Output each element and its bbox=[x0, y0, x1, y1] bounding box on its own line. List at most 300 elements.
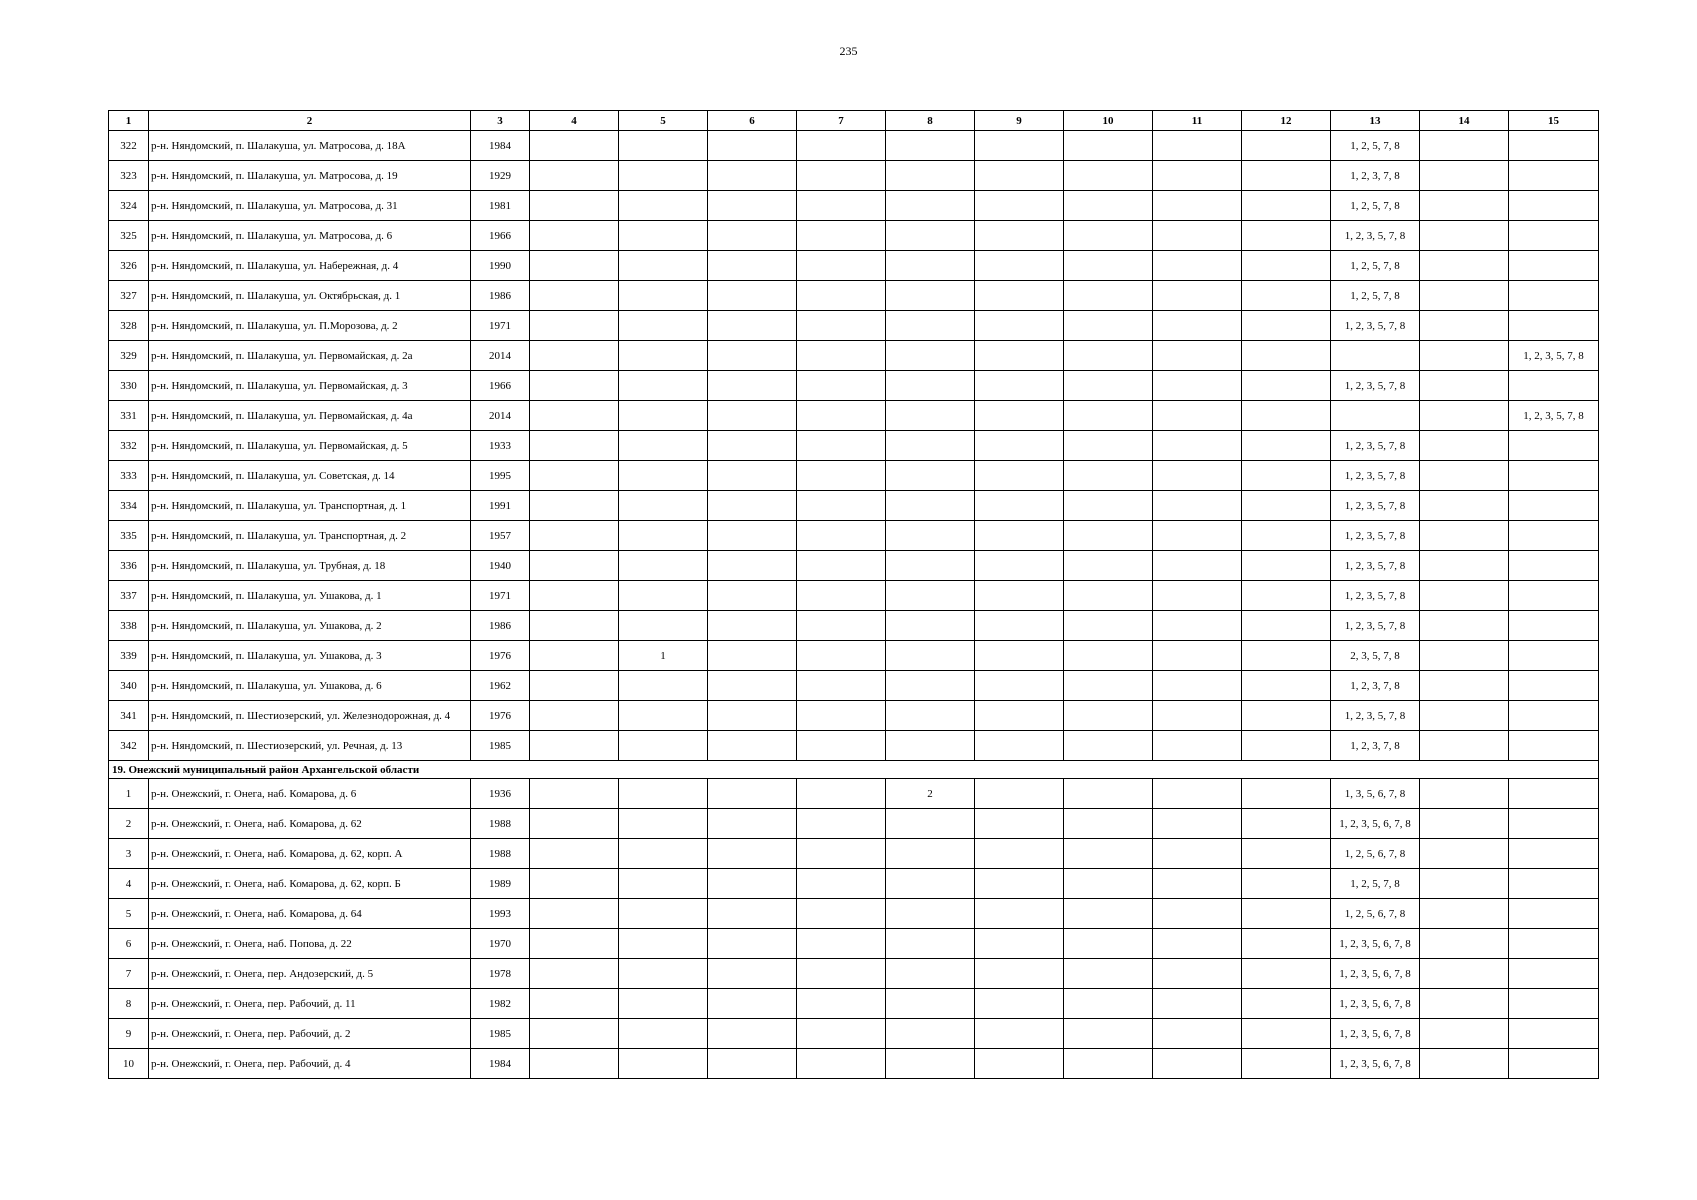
year-cell: 1981 bbox=[471, 191, 530, 221]
table-cell bbox=[708, 929, 797, 959]
table-cell bbox=[1153, 701, 1242, 731]
table-cell bbox=[1064, 281, 1153, 311]
address-cell: р-н. Онежский, г. Онега, пер. Андозерский, д. 5 bbox=[149, 959, 471, 989]
table-cell bbox=[619, 401, 708, 431]
address-cell: р-н. Няндомский, п. Шалакуша, ул. П.Морозова, д. 2 bbox=[149, 311, 471, 341]
row-number-cell: 322 bbox=[109, 131, 149, 161]
table-cell bbox=[886, 371, 975, 401]
table-cell bbox=[619, 431, 708, 461]
table-cell bbox=[1242, 1019, 1331, 1049]
table-cell bbox=[619, 341, 708, 371]
table-cell bbox=[530, 221, 619, 251]
table-cell bbox=[708, 251, 797, 281]
table-cell bbox=[1509, 1049, 1599, 1079]
table-cell: 1, 2, 5, 7, 8 bbox=[1331, 251, 1420, 281]
table-cell bbox=[1064, 1019, 1153, 1049]
year-cell: 1984 bbox=[471, 131, 530, 161]
table-cell bbox=[619, 581, 708, 611]
table-cell bbox=[1064, 161, 1153, 191]
table-cell: 2, 3, 5, 7, 8 bbox=[1331, 641, 1420, 671]
table-cell bbox=[886, 701, 975, 731]
table-cell bbox=[1064, 251, 1153, 281]
table-cell bbox=[530, 1019, 619, 1049]
table-cell bbox=[1420, 281, 1509, 311]
year-cell: 1986 bbox=[471, 281, 530, 311]
table-cell bbox=[886, 731, 975, 761]
table-cell bbox=[530, 161, 619, 191]
row-number-cell: 323 bbox=[109, 161, 149, 191]
table-cell bbox=[708, 131, 797, 161]
table-cell bbox=[1153, 611, 1242, 641]
year-cell: 2014 bbox=[471, 341, 530, 371]
table-cell bbox=[1153, 191, 1242, 221]
table-cell bbox=[1509, 989, 1599, 1019]
table-cell bbox=[1153, 809, 1242, 839]
table-cell bbox=[797, 491, 886, 521]
table-cell bbox=[708, 701, 797, 731]
table-cell bbox=[975, 959, 1064, 989]
table-cell: 1, 2, 3, 5, 7, 8 bbox=[1509, 401, 1599, 431]
table-cell bbox=[1420, 371, 1509, 401]
table-row bbox=[109, 281, 1599, 311]
column-header-13: 13 bbox=[1331, 111, 1420, 131]
table-cell bbox=[708, 461, 797, 491]
table-cell: 1, 2, 5, 6, 7, 8 bbox=[1331, 839, 1420, 869]
table-cell bbox=[1509, 869, 1599, 899]
table-cell bbox=[886, 899, 975, 929]
table-row bbox=[109, 191, 1599, 221]
table-cell bbox=[1420, 701, 1509, 731]
address-cell: р-н. Няндомский, п. Шалакуша, ул. Набережная, д. 4 bbox=[149, 251, 471, 281]
table-cell bbox=[975, 401, 1064, 431]
address-cell: р-н. Няндомский, п. Шалакуша, ул. Матросова, д. 6 bbox=[149, 221, 471, 251]
row-number-cell: 338 bbox=[109, 611, 149, 641]
table-cell bbox=[1153, 929, 1242, 959]
table-cell bbox=[1153, 281, 1242, 311]
table-cell bbox=[708, 959, 797, 989]
table-cell bbox=[619, 899, 708, 929]
table-row bbox=[109, 959, 1599, 989]
year-cell: 1990 bbox=[471, 251, 530, 281]
table-cell bbox=[975, 251, 1064, 281]
table-cell: 1, 2, 5, 7, 8 bbox=[1331, 191, 1420, 221]
year-cell: 1940 bbox=[471, 551, 530, 581]
table-cell bbox=[797, 701, 886, 731]
table-row bbox=[109, 929, 1599, 959]
address-cell: р-н. Онежский, г. Онега, пер. Рабочий, д. 2 bbox=[149, 1019, 471, 1049]
table-cell bbox=[1153, 551, 1242, 581]
table-cell bbox=[886, 491, 975, 521]
table-cell bbox=[530, 341, 619, 371]
table-cell bbox=[1153, 1049, 1242, 1079]
table-cell bbox=[975, 311, 1064, 341]
table-cell bbox=[797, 281, 886, 311]
table-cell: 1, 2, 3, 5, 7, 8 bbox=[1331, 701, 1420, 731]
table-cell bbox=[530, 779, 619, 809]
year-cell: 1989 bbox=[471, 869, 530, 899]
table-cell bbox=[797, 401, 886, 431]
table-cell bbox=[975, 341, 1064, 371]
year-cell: 1986 bbox=[471, 611, 530, 641]
table-cell bbox=[530, 809, 619, 839]
table-cell bbox=[619, 551, 708, 581]
table-cell bbox=[1420, 611, 1509, 641]
year-cell: 1993 bbox=[471, 899, 530, 929]
table-cell bbox=[1420, 491, 1509, 521]
table-row bbox=[109, 641, 1599, 671]
table-cell bbox=[530, 521, 619, 551]
table-cell bbox=[797, 461, 886, 491]
year-cell: 1984 bbox=[471, 1049, 530, 1079]
table-cell bbox=[886, 431, 975, 461]
table-cell bbox=[1153, 461, 1242, 491]
table-cell: 1, 2, 3, 5, 6, 7, 8 bbox=[1331, 959, 1420, 989]
table-cell bbox=[1420, 161, 1509, 191]
table-cell bbox=[530, 899, 619, 929]
table-cell bbox=[797, 581, 886, 611]
table-cell bbox=[708, 731, 797, 761]
row-number-cell: 341 bbox=[109, 701, 149, 731]
table-cell bbox=[619, 839, 708, 869]
table-cell bbox=[1420, 521, 1509, 551]
table-cell bbox=[1242, 779, 1331, 809]
table-cell bbox=[1420, 401, 1509, 431]
row-number-cell: 328 bbox=[109, 311, 149, 341]
table-row bbox=[109, 809, 1599, 839]
table-cell bbox=[975, 641, 1064, 671]
table-cell bbox=[797, 191, 886, 221]
row-number-cell: 1 bbox=[109, 779, 149, 809]
table-cell bbox=[1153, 161, 1242, 191]
table-cell bbox=[619, 131, 708, 161]
table-cell bbox=[1064, 779, 1153, 809]
table-cell bbox=[708, 839, 797, 869]
table-cell bbox=[1420, 431, 1509, 461]
table-cell bbox=[619, 869, 708, 899]
table-cell bbox=[1420, 929, 1509, 959]
address-cell: р-н. Няндомский, п. Шалакуша, ул. Транспортная, д. 1 bbox=[149, 491, 471, 521]
table-cell bbox=[1420, 989, 1509, 1019]
table-cell bbox=[1242, 221, 1331, 251]
table-cell bbox=[886, 131, 975, 161]
address-cell: р-н. Няндомский, п. Шалакуша, ул. Транспортная, д. 2 bbox=[149, 521, 471, 551]
table-cell bbox=[975, 1049, 1064, 1079]
address-cell: р-н. Няндомский, п. Шестиозерский, ул. Железнодорожная, д. 4 bbox=[149, 701, 471, 731]
table-cell: 1, 2, 3, 7, 8 bbox=[1331, 671, 1420, 701]
row-number-cell: 333 bbox=[109, 461, 149, 491]
table-cell bbox=[975, 161, 1064, 191]
table-cell bbox=[975, 839, 1064, 869]
table-cell bbox=[1153, 491, 1242, 521]
table-cell bbox=[1153, 251, 1242, 281]
table-cell bbox=[1242, 899, 1331, 929]
table-cell bbox=[797, 929, 886, 959]
table-cell bbox=[886, 191, 975, 221]
table-cell bbox=[1064, 671, 1153, 701]
table-cell bbox=[1420, 311, 1509, 341]
table-cell bbox=[886, 521, 975, 551]
year-cell: 1966 bbox=[471, 371, 530, 401]
address-cell: р-н. Онежский, г. Онега, наб. Комарова, д. 6 bbox=[149, 779, 471, 809]
address-cell: р-н. Няндомский, п. Шалакуша, ул. Трубная, д. 18 bbox=[149, 551, 471, 581]
table-cell bbox=[530, 131, 619, 161]
table-cell bbox=[619, 671, 708, 701]
table-cell bbox=[1242, 461, 1331, 491]
table-cell: 1, 2, 3, 5, 6, 7, 8 bbox=[1331, 809, 1420, 839]
table-cell bbox=[1331, 401, 1420, 431]
table-cell bbox=[1420, 809, 1509, 839]
row-number-cell: 326 bbox=[109, 251, 149, 281]
table-cell bbox=[975, 131, 1064, 161]
row-number-cell: 339 bbox=[109, 641, 149, 671]
table-cell: 1, 2, 3, 7, 8 bbox=[1331, 731, 1420, 761]
table-cell bbox=[1420, 131, 1509, 161]
table-cell bbox=[708, 551, 797, 581]
address-cell: р-н. Онежский, г. Онега, наб. Комарова, д. 62 bbox=[149, 809, 471, 839]
table-cell bbox=[1509, 581, 1599, 611]
table-row bbox=[109, 671, 1599, 701]
table-cell bbox=[1242, 401, 1331, 431]
column-header-6: 6 bbox=[708, 111, 797, 131]
table-cell bbox=[1064, 191, 1153, 221]
table-cell bbox=[1064, 341, 1153, 371]
table-cell bbox=[886, 341, 975, 371]
table-cell bbox=[619, 371, 708, 401]
table-cell: 1, 2, 3, 5, 7, 8 bbox=[1331, 521, 1420, 551]
row-number-cell: 324 bbox=[109, 191, 149, 221]
table-cell bbox=[886, 1049, 975, 1079]
table-cell bbox=[1509, 251, 1599, 281]
table-cell bbox=[619, 221, 708, 251]
table-cell: 1 bbox=[619, 641, 708, 671]
address-cell: р-н. Онежский, г. Онега, наб. Комарова, д. 62, корп. Б bbox=[149, 869, 471, 899]
table-row bbox=[109, 581, 1599, 611]
table-cell: 1, 2, 3, 5, 7, 8 bbox=[1331, 581, 1420, 611]
table-cell: 1, 2, 3, 5, 7, 8 bbox=[1331, 311, 1420, 341]
table-cell bbox=[797, 731, 886, 761]
table-cell bbox=[1242, 251, 1331, 281]
table-cell bbox=[1153, 731, 1242, 761]
address-cell: р-н. Онежский, г. Онега, наб. Комарова, д. 62, корп. А bbox=[149, 839, 471, 869]
table-cell bbox=[797, 989, 886, 1019]
table-cell bbox=[1509, 671, 1599, 701]
table-cell: 1, 3, 5, 6, 7, 8 bbox=[1331, 779, 1420, 809]
table-cell bbox=[1153, 989, 1242, 1019]
table-cell bbox=[1509, 929, 1599, 959]
table-cell bbox=[1064, 221, 1153, 251]
table-cell bbox=[1242, 839, 1331, 869]
table-cell: 1, 2, 3, 5, 6, 7, 8 bbox=[1331, 929, 1420, 959]
table-cell bbox=[1242, 281, 1331, 311]
table-cell bbox=[886, 611, 975, 641]
table-cell bbox=[1242, 641, 1331, 671]
table-cell bbox=[530, 641, 619, 671]
table-cell bbox=[797, 221, 886, 251]
table-cell bbox=[975, 809, 1064, 839]
table-cell bbox=[1064, 959, 1153, 989]
table-cell bbox=[619, 959, 708, 989]
table-cell bbox=[886, 1019, 975, 1049]
table-cell bbox=[530, 839, 619, 869]
table-cell bbox=[530, 869, 619, 899]
table-cell bbox=[1242, 869, 1331, 899]
table-cell bbox=[797, 521, 886, 551]
table-cell bbox=[708, 221, 797, 251]
table-cell bbox=[1420, 581, 1509, 611]
table-cell bbox=[886, 809, 975, 839]
table-cell bbox=[1242, 551, 1331, 581]
table-row bbox=[109, 431, 1599, 461]
table-cell bbox=[1420, 671, 1509, 701]
table-cell: 1, 2, 5, 7, 8 bbox=[1331, 131, 1420, 161]
table-cell bbox=[619, 251, 708, 281]
address-cell: р-н. Няндомский, п. Шалакуша, ул. Матросова, д. 31 bbox=[149, 191, 471, 221]
buildings-table bbox=[108, 110, 1599, 1079]
table-cell bbox=[708, 1049, 797, 1079]
year-cell: 1957 bbox=[471, 521, 530, 551]
table-cell bbox=[975, 779, 1064, 809]
table-cell bbox=[1064, 701, 1153, 731]
table-cell bbox=[1064, 929, 1153, 959]
table-cell bbox=[886, 581, 975, 611]
table-cell bbox=[708, 899, 797, 929]
table-row bbox=[109, 161, 1599, 191]
table-row bbox=[109, 131, 1599, 161]
table-cell bbox=[975, 899, 1064, 929]
table-cell: 1, 2, 3, 5, 7, 8 bbox=[1509, 341, 1599, 371]
table-cell bbox=[1509, 131, 1599, 161]
address-cell: р-н. Няндомский, п. Шестиозерский, ул. Речная, д. 13 bbox=[149, 731, 471, 761]
row-number-cell: 336 bbox=[109, 551, 149, 581]
table-cell bbox=[530, 551, 619, 581]
year-cell: 1978 bbox=[471, 959, 530, 989]
table-cell bbox=[1153, 341, 1242, 371]
table-cell bbox=[886, 959, 975, 989]
table-cell bbox=[530, 1049, 619, 1079]
table-cell bbox=[1509, 521, 1599, 551]
table-cell bbox=[1064, 551, 1153, 581]
table-cell bbox=[619, 929, 708, 959]
table-cell bbox=[708, 161, 797, 191]
table-cell bbox=[1242, 809, 1331, 839]
table-cell bbox=[530, 581, 619, 611]
table-row bbox=[109, 779, 1599, 809]
year-cell: 1985 bbox=[471, 1019, 530, 1049]
table-cell bbox=[975, 461, 1064, 491]
table-cell bbox=[619, 521, 708, 551]
table-cell bbox=[1153, 311, 1242, 341]
row-number-cell: 332 bbox=[109, 431, 149, 461]
table-cell bbox=[1420, 959, 1509, 989]
table-cell bbox=[975, 929, 1064, 959]
table-cell bbox=[1242, 671, 1331, 701]
table-cell bbox=[708, 311, 797, 341]
address-cell: р-н. Няндомский, п. Шалакуша, ул. Советская, д. 14 bbox=[149, 461, 471, 491]
table-cell bbox=[1064, 131, 1153, 161]
column-header-14: 14 bbox=[1420, 111, 1509, 131]
row-number-cell: 329 bbox=[109, 341, 149, 371]
table-cell bbox=[886, 311, 975, 341]
table-cell bbox=[886, 839, 975, 869]
table-cell bbox=[1064, 401, 1153, 431]
table-cell bbox=[797, 899, 886, 929]
table-row bbox=[109, 341, 1599, 371]
table-cell bbox=[975, 431, 1064, 461]
table-cell bbox=[1064, 371, 1153, 401]
table-cell bbox=[619, 989, 708, 1019]
table-cell bbox=[886, 641, 975, 671]
table-cell bbox=[1064, 899, 1153, 929]
table-cell bbox=[1420, 551, 1509, 581]
table-cell bbox=[708, 809, 797, 839]
table-cell bbox=[708, 281, 797, 311]
table-cell bbox=[886, 869, 975, 899]
table-cell bbox=[708, 869, 797, 899]
table-cell bbox=[1064, 491, 1153, 521]
table-cell bbox=[1153, 431, 1242, 461]
row-number-cell: 10 bbox=[109, 1049, 149, 1079]
table-cell: 1, 2, 3, 5, 7, 8 bbox=[1331, 431, 1420, 461]
table-cell bbox=[1153, 401, 1242, 431]
table-cell bbox=[530, 989, 619, 1019]
table-cell bbox=[1509, 839, 1599, 869]
table-cell bbox=[1420, 1049, 1509, 1079]
table-cell: 1, 2, 3, 5, 7, 8 bbox=[1331, 221, 1420, 251]
section-title: 19. Онежский муниципальный район Архангельской области bbox=[109, 761, 1599, 779]
table-cell bbox=[975, 491, 1064, 521]
table-cell bbox=[1153, 521, 1242, 551]
table-cell bbox=[619, 1019, 708, 1049]
table-row bbox=[109, 491, 1599, 521]
table-cell bbox=[530, 929, 619, 959]
table-cell bbox=[1242, 191, 1331, 221]
table-cell bbox=[886, 281, 975, 311]
table-cell bbox=[1242, 1049, 1331, 1079]
table-cell bbox=[1420, 731, 1509, 761]
table-cell bbox=[975, 671, 1064, 701]
address-cell: р-н. Онежский, г. Онега, наб. Попова, д. 22 bbox=[149, 929, 471, 959]
table-cell bbox=[1509, 899, 1599, 929]
table-cell bbox=[1509, 311, 1599, 341]
table-cell bbox=[886, 989, 975, 1019]
table-cell bbox=[886, 671, 975, 701]
table-cell bbox=[530, 371, 619, 401]
table-cell bbox=[530, 311, 619, 341]
address-cell: р-н. Няндомский, п. Шалакуша, ул. Ушакова, д. 1 bbox=[149, 581, 471, 611]
row-number-cell: 7 bbox=[109, 959, 149, 989]
table-row bbox=[109, 1049, 1599, 1079]
table-cell bbox=[797, 779, 886, 809]
table-cell bbox=[1420, 641, 1509, 671]
table-cell bbox=[1064, 521, 1153, 551]
table-cell bbox=[1509, 491, 1599, 521]
column-header-12: 12 bbox=[1242, 111, 1331, 131]
table-cell bbox=[797, 431, 886, 461]
table-cell bbox=[708, 401, 797, 431]
year-cell: 1933 bbox=[471, 431, 530, 461]
table-cell bbox=[708, 1019, 797, 1049]
table-cell bbox=[797, 161, 886, 191]
table-cell bbox=[797, 641, 886, 671]
table-cell bbox=[1509, 641, 1599, 671]
column-header-1: 1 bbox=[109, 111, 149, 131]
table-cell bbox=[1509, 701, 1599, 731]
table-cell bbox=[1242, 431, 1331, 461]
table-cell bbox=[619, 1049, 708, 1079]
table-row bbox=[109, 869, 1599, 899]
table-cell bbox=[975, 1019, 1064, 1049]
table-cell bbox=[530, 701, 619, 731]
